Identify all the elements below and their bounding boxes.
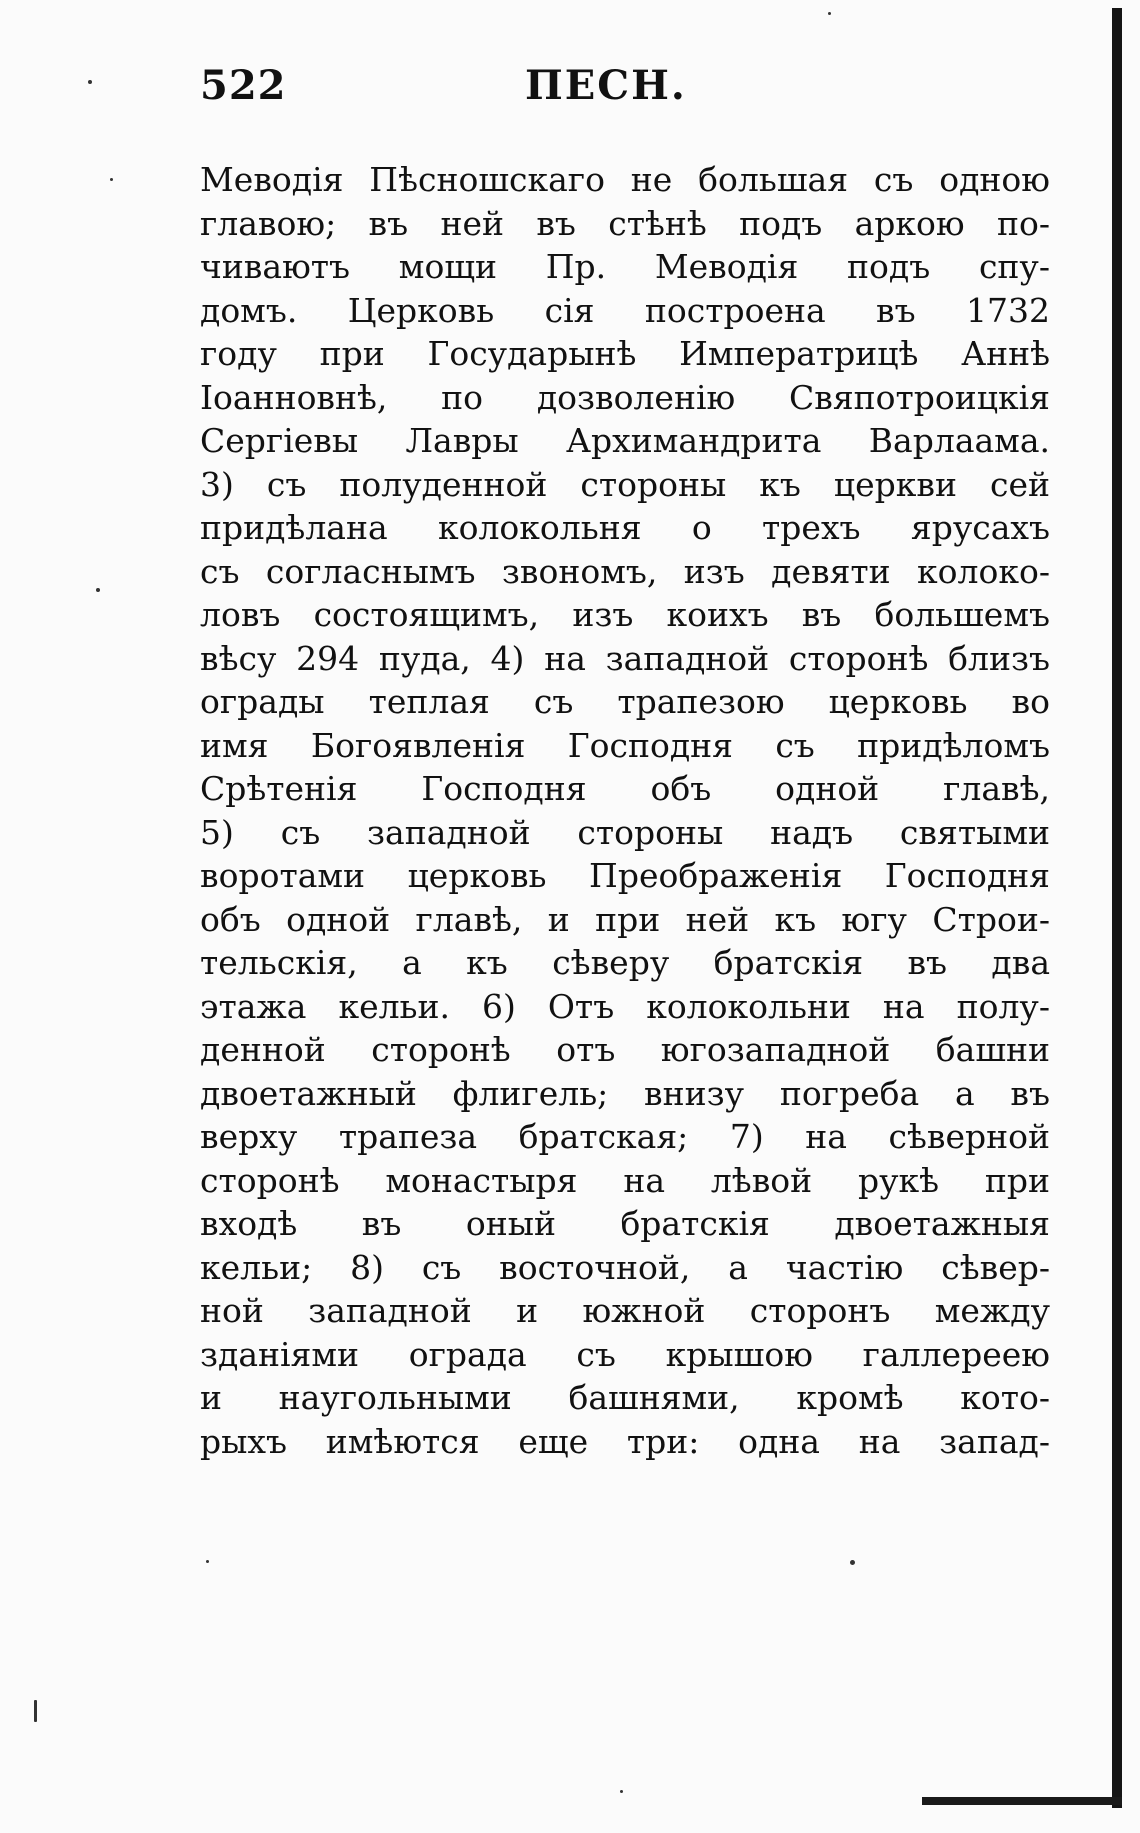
page-header [200, 62, 687, 122]
text-line: вѣсу 294 пуда, 4) на западной сторонѣ близъ [200, 638, 1050, 678]
text-line: 5) съ западной стороны надъ святыми [200, 812, 1050, 852]
scan-speck [96, 588, 100, 592]
text-line: ограды теплая съ трапезою церковь во [200, 682, 1050, 721]
scan-speck [850, 1560, 855, 1565]
text-line: входѣ въ оный братскія двоетажныя [200, 1204, 1050, 1243]
text-line: денной сторонѣ отъ югозападной башни [200, 1030, 1050, 1069]
text-line: верху трапеза братская; 7) на сѣверной [200, 1117, 1050, 1156]
text-line: главою; въ ней въ стѣнѣ подъ аркою по- [200, 203, 1050, 243]
text-line: зданіями ограда съ крышою галлереею [200, 1334, 1050, 1374]
text-line: тельскія, а къ сѣверу братскія въ два [200, 943, 1050, 982]
text-line: Сергіевы Лавры Архимандрита Варлаама. [200, 421, 1050, 460]
page-edge-shadow [1112, 8, 1122, 1808]
scan-speck [828, 12, 831, 15]
page-number: 522 [200, 62, 287, 109]
text-line: воротами церковь Преображенія Господня [200, 856, 1050, 895]
text-line: году при Государынѣ Императрицѣ Аннѣ [200, 334, 1050, 373]
body-text [200, 158, 1050, 1463]
text-line: ловъ состоящимъ, изъ коихъ въ большемъ [200, 595, 1050, 634]
text-line: кельи; 8) съ восточной, а частію сѣвер- [200, 1247, 1050, 1287]
text-line: объ одной главѣ, и при ней къ югу Строи- [200, 899, 1050, 939]
text-line: чиваютъ мощи Пр. Меводія подъ спу- [200, 247, 1050, 286]
scan-speck [206, 1560, 209, 1563]
text-line: имя Богоявленія Господня съ придѣломъ [200, 725, 1050, 765]
text-line: и наугольными башнями, кромѣ кото- [200, 1378, 1050, 1417]
text-line: 3) съ полуденной стороны къ церкви сей [200, 464, 1050, 504]
text-line: придѣлана колокольня о трехъ ярусахъ [200, 508, 1050, 547]
text-line: этажа кельи. 6) Отъ колокольни на полу- [200, 986, 1050, 1026]
text-line: Меводія Пѣсношскаго не большая съ одною [200, 160, 1050, 199]
text-line: рыхъ имѣются еще три: одна на запад- [200, 1421, 1050, 1461]
page-corner-shadow [922, 1797, 1122, 1805]
text-line: двоетажный флигель; внизу погреба а въ [200, 1073, 1050, 1113]
scan-speck [88, 80, 92, 84]
text-line: сторонѣ монастыря на лѣвой рукѣ при [200, 1160, 1050, 1200]
text-line: ной западной и южной сторонъ между [200, 1291, 1050, 1330]
text-line: Іоанновнѣ, по дозволенію Свяпотроицкія [200, 377, 1050, 417]
scan-speck [110, 178, 113, 181]
text-line: съ согласнымъ звономъ, изъ девяти колоко- [200, 551, 1050, 591]
text-line: Срѣтенія Господня объ одной главѣ, [200, 769, 1050, 808]
scan-speck [620, 1790, 623, 1793]
text-line: домъ. Церковь сія построена въ 1732 [200, 290, 1050, 330]
scan-speck [34, 1700, 37, 1722]
running-head: ПЕСН. [525, 62, 687, 109]
